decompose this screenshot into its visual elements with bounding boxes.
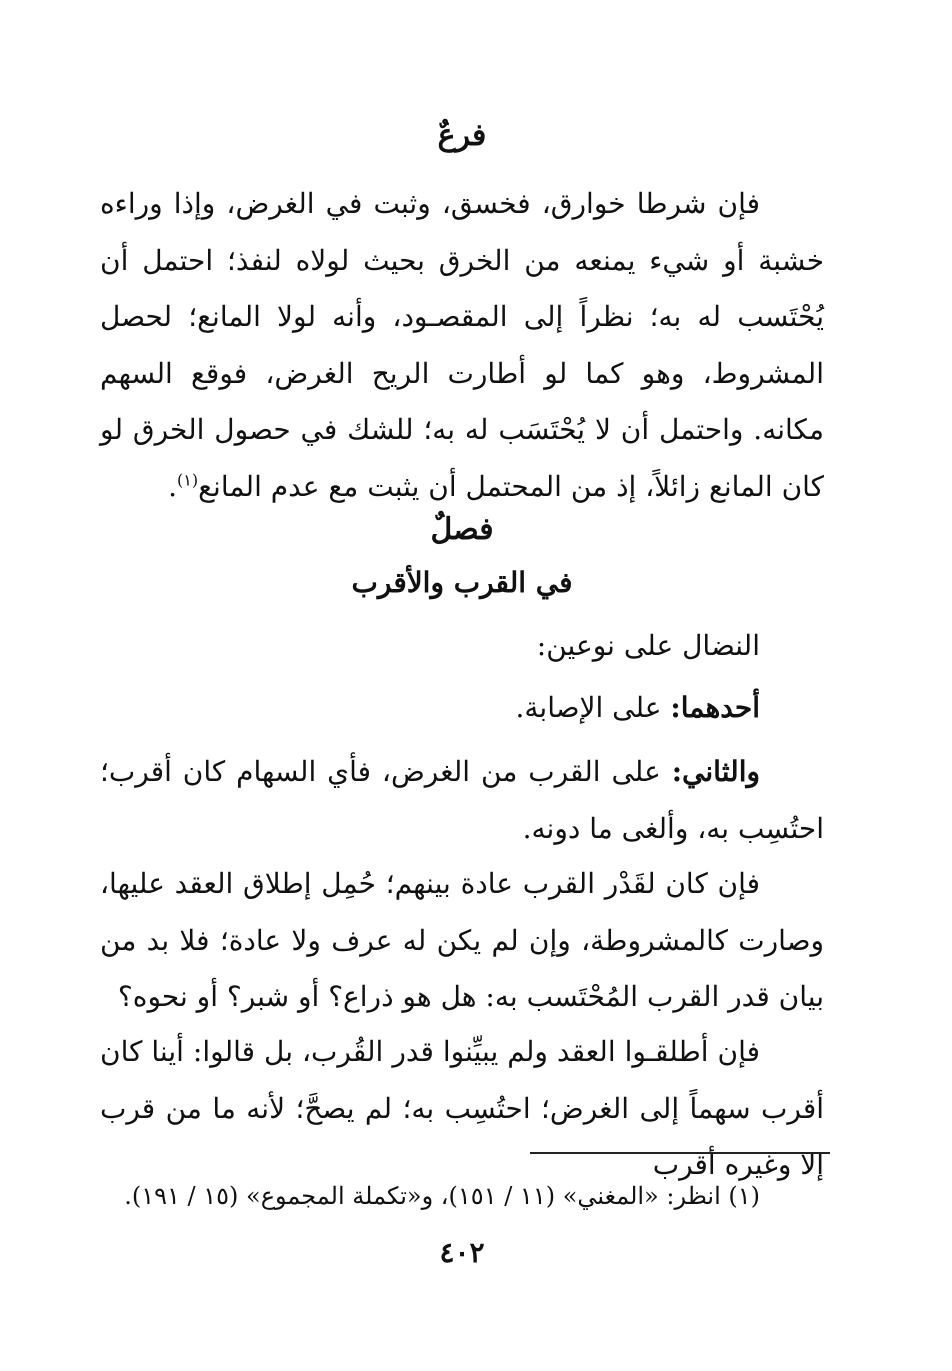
page-number: ٤٠٢	[439, 1236, 485, 1269]
branch-paragraph	[100, 176, 824, 515]
chapter-subheading: في القرب والأقرب	[351, 566, 573, 599]
first-type-paragraph	[100, 680, 824, 737]
footnote-divider	[530, 1152, 830, 1154]
section-heading-branch: فرعٌ	[437, 118, 487, 153]
first-type-text: على الإصابة.	[515, 691, 671, 724]
second-type-paragraph	[100, 744, 824, 857]
measure-paragraph: فإن كان لقَدْر القرب عادة بينهم؛ حُمِل إطلاق العقد عليها، وصارت كالمشروطة، وإن لم يكن له عرف ولا عادة؛ فلا بد من بيان قدر القرب المُحْتَسب به: هل هو ذراع؟ أو شبر؟ أو نحوه؟	[100, 867, 824, 1013]
section-heading-chapter: فصلٌ	[430, 512, 494, 547]
first-type-lead: أحدهما:	[670, 691, 760, 724]
branch-paragraph-text: فإن شرطا خوارق، فخسق، وثبت في الغرض، وإذا وراءه خشبة أو شيء يمنعه من الخرق بحيث لولاه لنفذ؛ احتمل أن يُحْتَسب له به؛ نظراً إلى المقصـود، وأنه لولا المانع؛ لحصل المشروط، وهو كما لو أطارت الريح الغرض، فوقع السهم مكانه. واحتمل أن لا يُحْتَسَب له به؛ للشك في حصول الخرق لو كان المانع زائلاً، إذ من المحتمل أن يثبت مع عدم المانع	[100, 187, 824, 503]
footnote: (١) انظر: «المغني» (١١ / ١٥١)، و«تكملة المجموع» (١٥ / ١٩١).	[124, 1182, 760, 1210]
intro-paragraph: النضال على نوعين:	[536, 629, 760, 662]
second-type-lead: والثاني:	[671, 755, 760, 788]
unspecified-paragraph: فإن أطلقـوا العقد ولم يبيِّنوا قدر القُرب، بل قالوا: أينا كان أقرب سهماً إلى الغرض؛ احتُسِب به؛ لم يصحَّ؛ لأنه ما من قرب إلا وغيره أقرب	[100, 1035, 824, 1181]
second-type-text: على القرب من الغرض، فأي السهام كان أقرب؛ احتُسِب به، وألغى ما دونه.	[100, 755, 824, 845]
footnote-marker: (١)	[177, 470, 199, 490]
paragraph-end-mark: .	[168, 469, 178, 503]
